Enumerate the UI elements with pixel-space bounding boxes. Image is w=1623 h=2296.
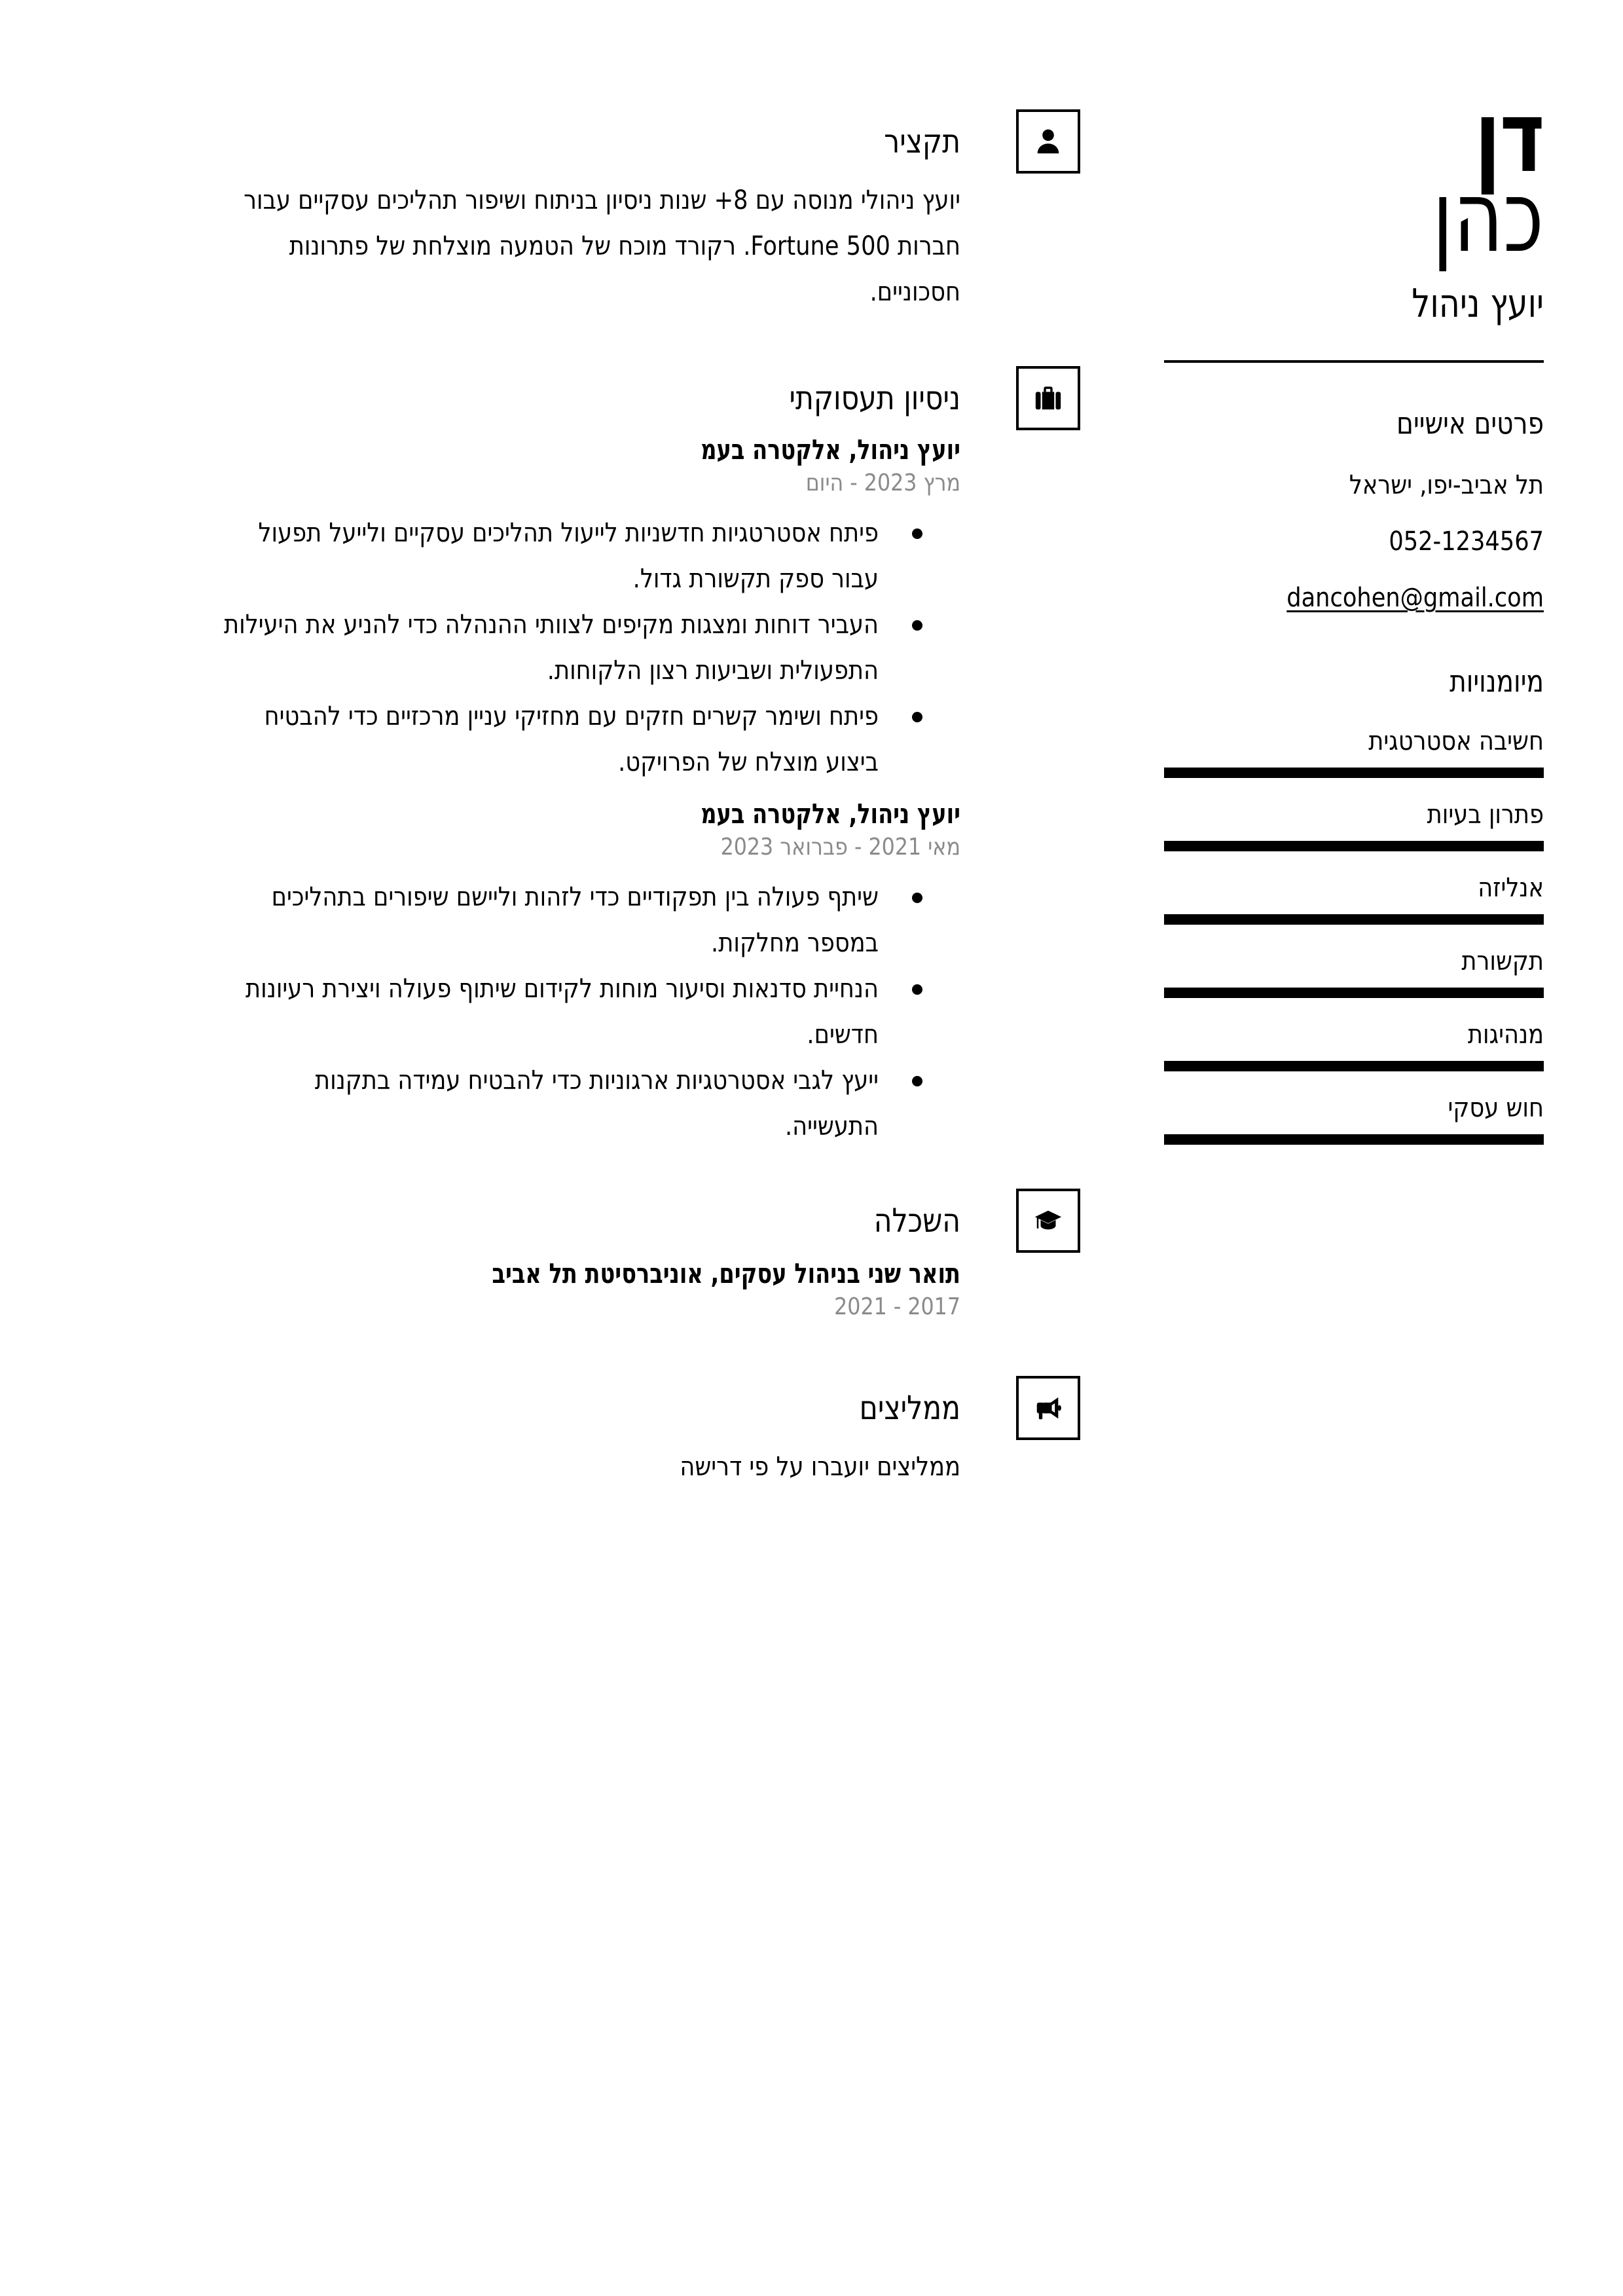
bullet-dot-icon [912,1076,922,1086]
first-name: דן [1474,81,1544,194]
bullet-item: פיתח ושימר קשרים חזקים עם מחזיקי עניין מרכזיים כדי להבטיח ביצוע מוצלח של הפרויקט. [131,694,960,785]
bullet-dot-icon [912,893,922,903]
job-bullets [131,874,960,1149]
main-content [131,109,1080,1490]
experience-title: ניסיון תעסוקתי [789,379,960,417]
skill-label: פתרון בעיות [1427,800,1544,830]
skill-item [1164,871,1544,925]
skill-label: חשיבה אסטרטגית [1368,726,1544,756]
education-icon-box [1016,1189,1080,1253]
megaphone-icon [1033,1393,1063,1423]
bullet-dot-icon [912,620,922,631]
skills-heading: מיומנויות [1450,663,1544,699]
skill-item [1164,1091,1544,1145]
phone: 052-1234567 [1389,527,1544,557]
summary-section [131,109,1080,315]
bullet-item: העביר דוחות ומצגות מקיפים לצוותי ההנהלה כדי להניע את היעילות התפעולית ושביעות רצון הלקוחות. [131,602,960,694]
job-dates: מאי 2021 - פברואר 2023 [720,834,960,861]
summary-title: תקציר [884,122,960,160]
job-dates: מרץ 2023 - היום [805,470,960,496]
graduation-cap-icon [1033,1206,1063,1236]
skill-label: אנליזה [1478,873,1544,903]
briefcase-icon [1033,383,1063,413]
skill-label: תקשורת [1461,946,1544,976]
job-entry [131,796,960,1149]
personal-details [1164,403,1544,614]
bullet-dot-icon [912,528,922,539]
skill-level-bar [1164,1061,1544,1071]
skill-item [1164,944,1544,998]
references-title: ממליצים [859,1389,960,1427]
job-title: יועץ ניהול [1412,281,1544,327]
summary-text: יועץ ניהולי מנוסה עם 8+ שנות ניסיון בניתוח ושיפור תהליכים עסקיים עבור חברות Fortune 500. רקורד מוכח של הטמעה מוצלחת של פתרונות חסכוניים. [244,185,960,307]
skill-label: חוש עסקי [1448,1093,1544,1123]
job-heading: יועץ ניהול, אלקטרה בעמ [701,434,960,466]
experience-section [131,366,1080,1149]
location: תל אביב-יפו, ישראל [1349,470,1544,500]
education-section [131,1189,1080,1322]
name-divider [1164,360,1544,363]
references-section [131,1376,1080,1490]
email-link[interactable]: dancohen@gmail.com [1286,583,1544,613]
summary-icon-box [1016,109,1080,174]
skill-level-bar [1164,988,1544,998]
skill-item [1164,1018,1544,1071]
job-heading: יועץ ניהול, אלקטרה בעמ [701,798,960,830]
bullet-item: פיתח אסטרטגיות חדשניות לייעול תהליכים עסקיים ולייעל תפעול עבור ספק תקשורת גדול. [131,510,960,602]
skill-level-bar [1164,841,1544,851]
skill-item [1164,724,1544,778]
skill-item [1164,798,1544,851]
bullet-item: שיתף פעולה בין תפקודיים כדי לזהות וליישם שיפורים בתהליכים במספר מחלקות. [131,874,960,966]
experience-icon-box [1016,366,1080,430]
person-icon [1033,126,1063,157]
job-bullets [131,510,960,785]
bullet-item: ייעץ לגבי אסטרטגיות ארגוניות כדי להבטיח עמידה בתקנות התעשייה. [131,1058,960,1149]
education-dates: 2017 - 2021 [834,1293,960,1320]
last-name: כהן [1432,160,1544,274]
skill-level-bar [1164,1134,1544,1145]
references-icon-box [1016,1376,1080,1440]
personal-details-heading: פרטים אישיים [1396,405,1544,441]
skill-level-bar [1164,914,1544,925]
skill-label: מנהיגות [1467,1020,1544,1050]
education-title: השכלה [873,1202,960,1240]
references-text: ממליצים יועברו על פי דרישה [680,1452,960,1482]
job-entry [131,432,960,785]
bullet-dot-icon [912,984,922,995]
degree-heading: תואר שני בניהול עסקים, אוניברסיטת תל אביב [492,1257,960,1289]
sidebar [1164,81,1544,1145]
bullet-item: הנחיית סדנאות וסיעור מוחות לקידום שיתוף פעולה ויצירת רעיונות חדשים. [131,966,960,1058]
skills [1164,661,1544,1145]
skill-level-bar [1164,768,1544,778]
bullet-dot-icon [912,712,922,722]
